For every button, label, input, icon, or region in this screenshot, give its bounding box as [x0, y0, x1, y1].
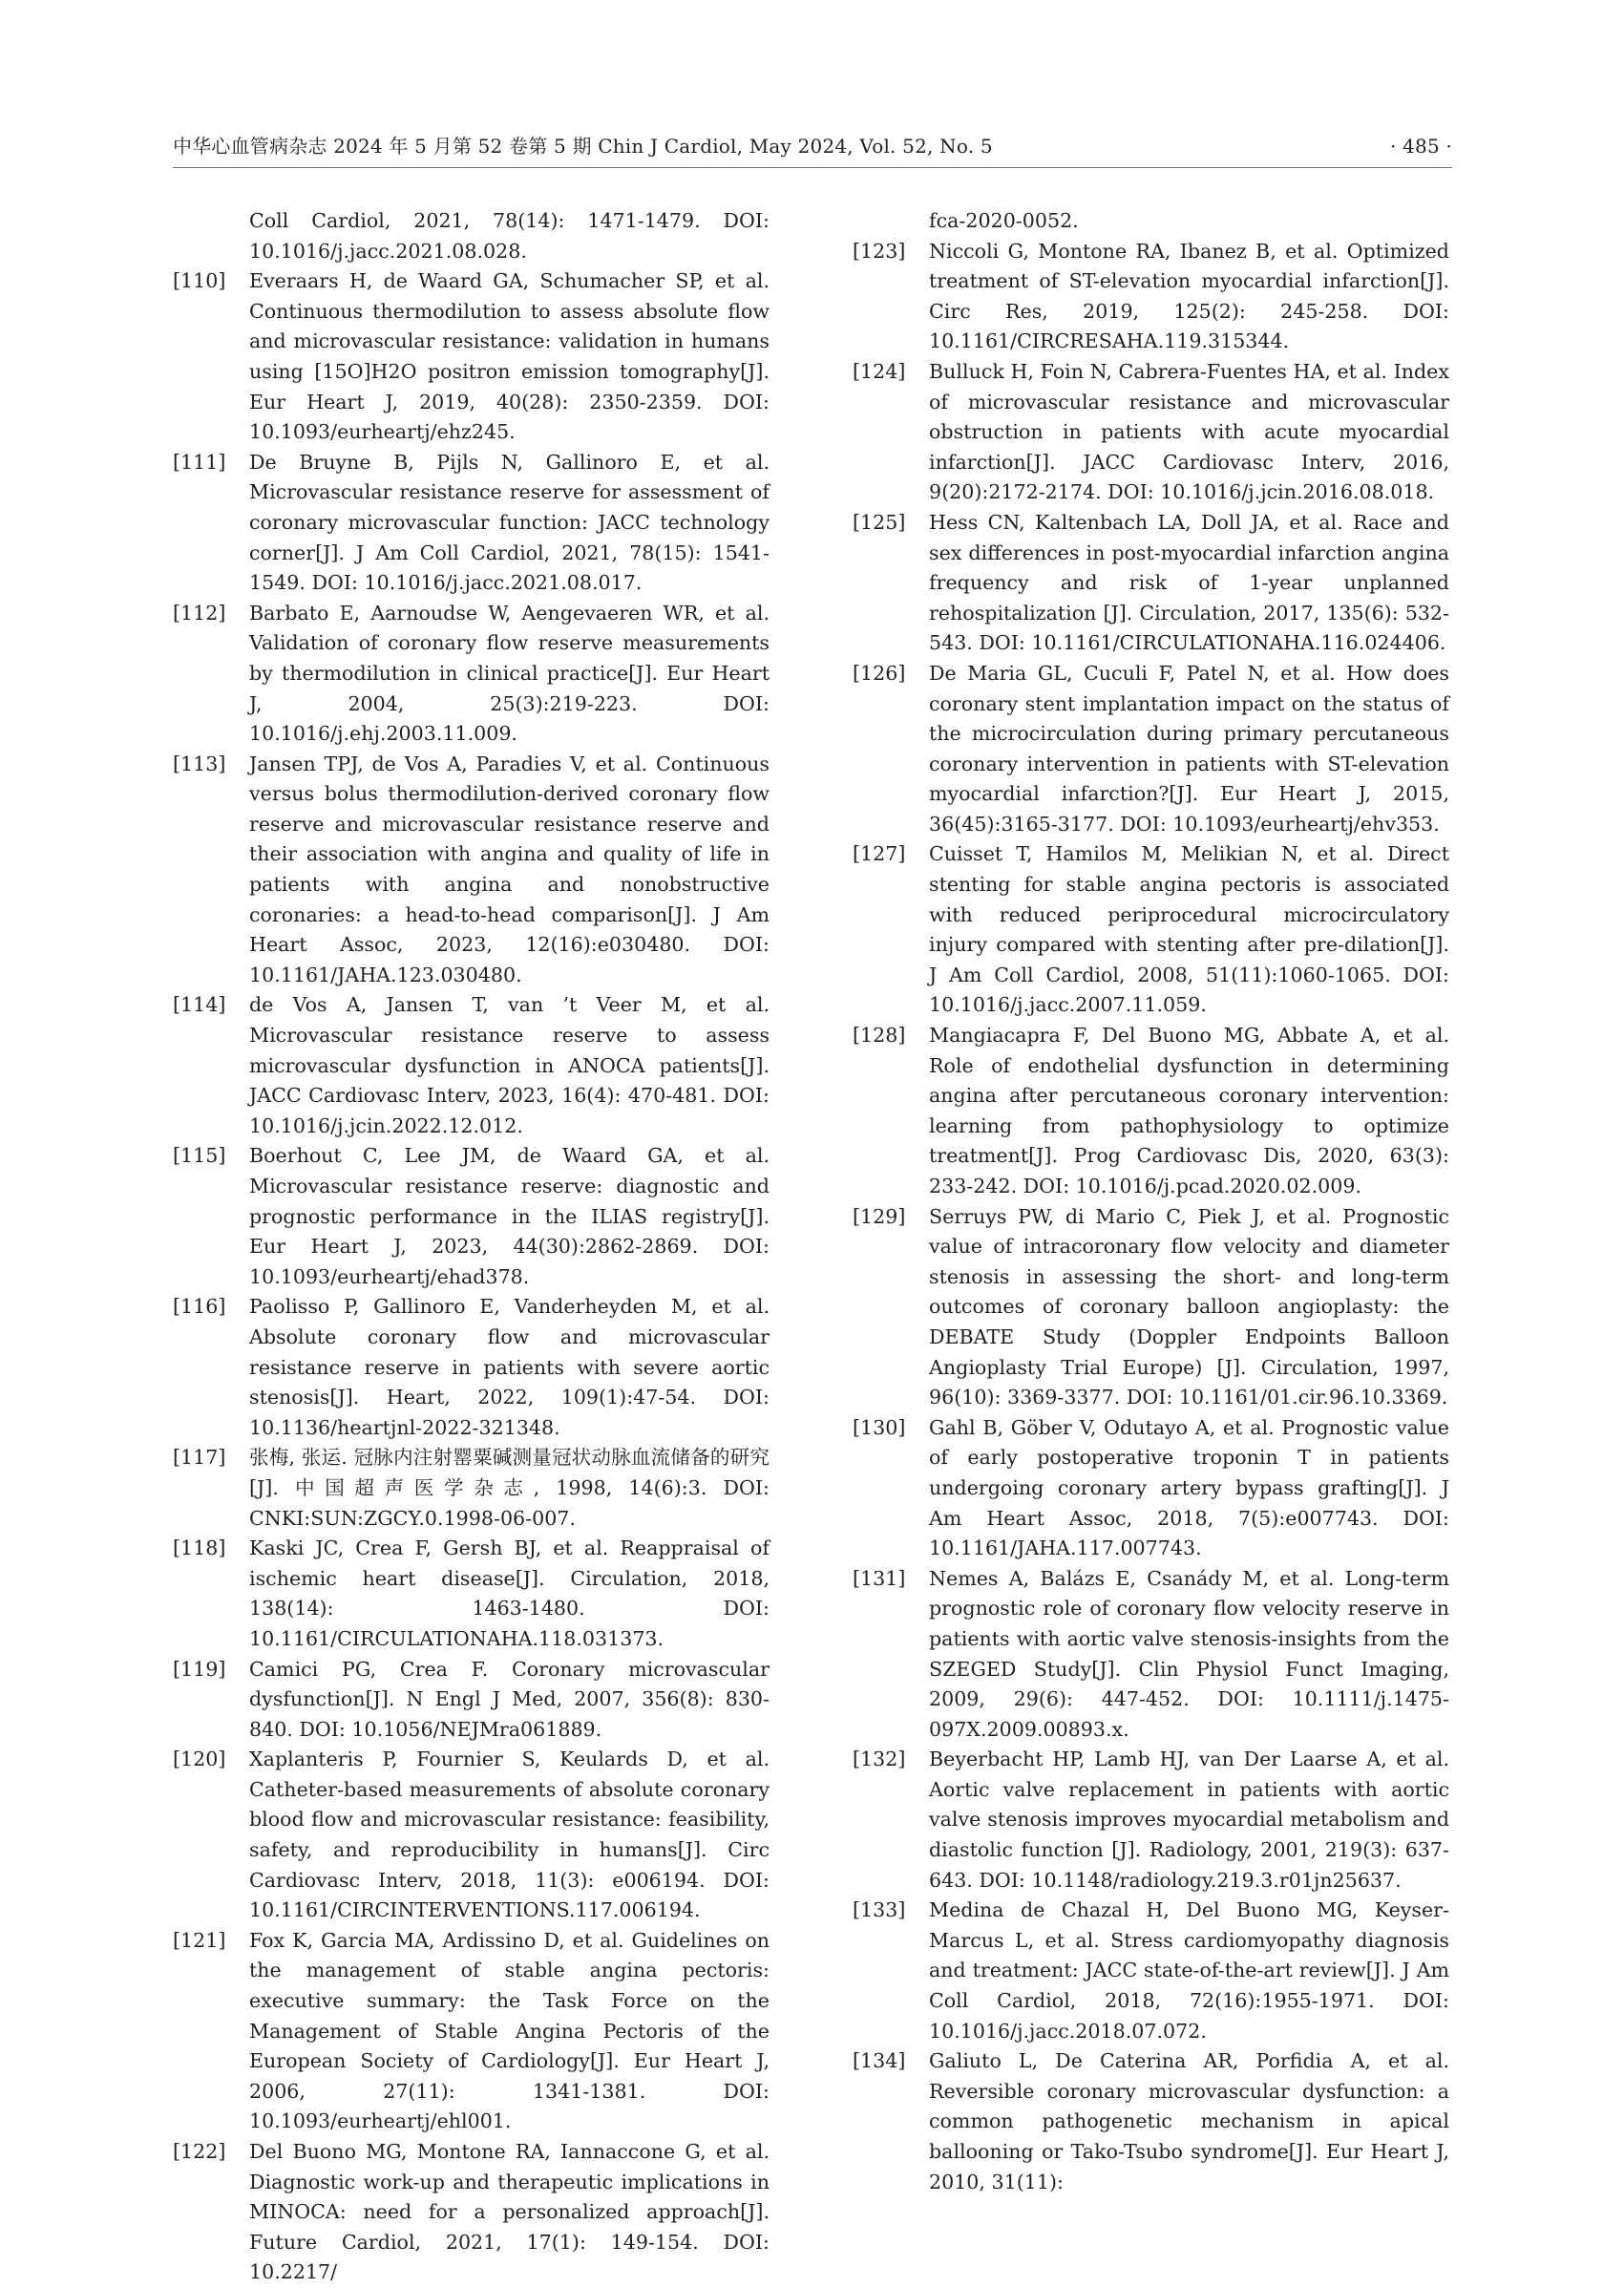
reference-number: [134]	[853, 2049, 906, 2073]
reference-entry	[853, 237, 1449, 357]
reference-number: [114]	[173, 993, 226, 1017]
reference-number: [120]	[173, 1748, 226, 1771]
reference-number: [116]	[173, 1295, 226, 1319]
reference-text: Camici PG, Crea F. Coronary microvascular dysfunction[J]. N Engl J Med, 2007, 356(8): 830-840. DOI: 10.1056/NEJMra061889.	[249, 1657, 770, 1741]
reference-text: Coll Cardiol, 2021, 78(14): 1471-1479. DOI: 10.1016/j.jacc.2021.08.028.	[249, 209, 770, 263]
reference-number: [110]	[173, 269, 226, 293]
journal-citation-header: 中华心血管病杂志 2024 年 5 月第 52 卷第 5 期 Chin J Cardiol, May 2024, Vol. 52, No. 5	[173, 135, 993, 158]
reference-number: [131]	[853, 1566, 906, 1590]
reference-column-left	[173, 206, 770, 2288]
reference-entry	[853, 839, 1449, 1021]
reference-text: Mangiacapra F, Del Buono MG, Abbate A, et al. Role of endothelial dysfunction in determining angina after percutaneous coronary intervention: learning from pathophysiology to optimize treatment[J]. Prog Cardiovasc Dis, 2020, 63(3): 233-242. DOI: 10.1016/j.pcad.2020.02.009.	[929, 1024, 1449, 1197]
reference-number: [127]	[853, 842, 906, 866]
reference-entry	[173, 266, 770, 448]
reference-text: Galiuto L, De Caterina AR, Porfidia A, et al. Reversible coronary microvascular dysfunction: a common pathogenetic mechanism in apical ballooning or Tako-Tsubo syndrome[J]. Eur Heart J, 2010, 31(11):	[929, 2049, 1449, 2193]
reference-number: [119]	[173, 1657, 226, 1681]
reference-text: Bulluck H, Foin N, Cabrera-Fuentes HA, et al. Index of microvascular resistance and microvascular obstruction in patients with acute myocardial infarction[J]. JACC Cardiovasc Interv, 2016, 9(20):2172-2174. DOI: 10.1016/j.jcin.2016.08.018.	[929, 359, 1449, 504]
reference-entry	[173, 1534, 770, 1654]
reference-number: [126]	[853, 661, 906, 685]
reference-number: [121]	[173, 1928, 226, 1952]
reference-entry	[853, 659, 1449, 840]
reference-text: fca-2020-0052.	[929, 209, 1079, 232]
reference-entry	[173, 750, 770, 991]
reference-number: [111]	[173, 450, 226, 474]
reference-text: Del Buono MG, Montone RA, Iannaccone G, et al. Diagnostic work-up and therapeutic implications in MINOCA: need for a personalized approach[J]. Future Cardiol, 2021, 17(1): 149-154. DOI: 10.2217/	[249, 2140, 770, 2284]
running-header	[173, 132, 1452, 164]
reference-text: Kaski JC, Crea F, Gersh BJ, et al. Reappraisal of ischemic heart disease[J]. Circulation, 2018, 138(14): 1463-1480. DOI: 10.1161/CIRCULATIONAHA.118.031373.	[249, 1536, 770, 1650]
reference-entry	[853, 2046, 1449, 2197]
reference-number: [118]	[173, 1536, 226, 1560]
reference-number: [122]	[173, 2140, 226, 2163]
reference-entry	[173, 990, 770, 1141]
reference-entry	[853, 1413, 1449, 1564]
reference-text: Beyerbacht HP, Lamb HJ, van Der Laarse A, et al. Aortic valve replacement in patients with aortic valve stenosis improves myocardial metabolism and diastolic function [J]. Radiology, 2001, 219(3): 637-643. DOI: 10.1148/radiology.219.3.r01jn25637.	[929, 1748, 1449, 1892]
reference-text: Gahl B, Göber V, Odutayo A, et al. Prognostic value of early postoperative troponin T in patients undergoing coronary artery bypass grafting[J]. J Am Heart Assoc, 2018, 7(5):e007743. DOI: 10.1161/JAHA.117.007743.	[929, 1415, 1449, 1560]
reference-entry	[173, 1926, 770, 2137]
reference-text: Nemes A, Balázs E, Csanády M, et al. Long-term prognostic role of coronary flow velocity reserve in patients with aortic valve stenosis-insights from the SZEGED Study[J]. Clin Physiol Funct Imaging, 2009, 29(6): 447-452. DOI: 10.1111/j.1475-097X.2009.00893.x.	[929, 1566, 1449, 1741]
page-number: · 485 ·	[1389, 135, 1452, 158]
reference-number: [112]	[173, 601, 226, 625]
reference-entry	[853, 1745, 1449, 1896]
reference-entry	[173, 1141, 770, 1292]
reference-entry	[853, 1896, 1449, 2046]
reference-number: [130]	[853, 1415, 906, 1439]
reference-number: [133]	[853, 1898, 906, 1922]
reference-text: Barbato E, Aarnoudse W, Aengevaeren WR, et al. Validation of coronary flow reserve measurements by thermodilution in clinical practice[J]. Eur Heart J, 2004, 25(3):219-223. DOI: 10.1016/j.ehj.2003.11.009.	[249, 601, 770, 746]
header-divider	[173, 167, 1452, 168]
reference-number: [132]	[853, 1748, 906, 1771]
reference-text: Everaars H, de Waard GA, Schumacher SP, et al. Continuous thermodilution to assess absolute flow and microvascular resistance: validation in humans using [15O]H2O positron emission tomography[J]. Eur Heart J, 2019, 40(28): 2350-2359. DOI: 10.1093/eurheartj/ehz245.	[249, 269, 770, 444]
reference-text: de Vos A, Jansen T, van ’t Veer M, et al. Microvascular resistance reserve to assess microvascular dysfunction in ANOCA patients[J]. JACC Cardiovasc Interv, 2023, 16(4): 470-481. DOI: 10.1016/j.jcin.2022.12.012.	[249, 993, 770, 1137]
reference-text: De Bruyne B, Pijls N, Gallinoro E, et al. Microvascular resistance reserve for assessment of coronary microvascular function: JACC technology corner[J]. J Am Coll Cardiol, 2021, 78(15): 1541-1549. DOI: 10.1016/j.jacc.2021.08.017.	[249, 450, 770, 595]
reference-entry	[853, 206, 1449, 237]
reference-number: [113]	[173, 752, 226, 775]
reference-number: [117]	[173, 1446, 226, 1470]
reference-text: Medina de Chazal H, Del Buono MG, Keyser-Marcus L, et al. Stress cardiomyopathy diagnosis and treatment: JACC state-of-the-art review[J]. J Am Coll Cardiol, 2018, 72(16):1955-1971. DOI: 10.1016/j.jacc.2018.07.072.	[929, 1898, 1449, 2043]
reference-number: [125]	[853, 510, 906, 534]
reference-number: [123]	[853, 239, 906, 263]
reference-number: [115]	[173, 1144, 226, 1168]
reference-text: Boerhout C, Lee JM, de Waard GA, et al. Microvascular resistance reserve: diagnostic and prognostic performance in the ILIAS registry[J]. Eur Heart J, 2023, 44(30):2862-2869. DOI: 10.1093/eurheartj/ehad378.	[249, 1144, 770, 1288]
reference-entry	[173, 1745, 770, 1926]
reference-entry	[173, 2137, 770, 2288]
reference-text: Cuisset T, Hamilos M, Melikian N, et al. Direct stenting for stable angina pectoris is associated with reduced periprocedural microcirculatory injury compared with stenting after pre-dilation[J]. J Am Coll Cardiol, 2008, 51(11):1060-1065. DOI: 10.1016/j.jacc.2007.11.059.	[929, 842, 1449, 1017]
reference-text: Fox K, Garcia MA, Ardissino D, et al. Guidelines on the management of stable angina pectoris: executive summary: the Task Force on the Management of Stable Angina Pectoris of the European Society of Cardiology[J]. Eur Heart J, 2006, 27(11): 1341-1381. DOI: 10.1093/eurheartj/ehl001.	[249, 1928, 770, 2133]
reference-text: Xaplanteris P, Fournier S, Keulards D, et al. Catheter-based measurements of absolute coronary blood flow and microvascular resistance: feasibility, safety, and reproducibility in humans[J]. Circ Cardiovasc Interv, 2018, 11(3): e006194. DOI: 10.1161/CIRCINTERVENTIONS.117.006194.	[249, 1748, 770, 1922]
reference-entry	[853, 1202, 1449, 1413]
reference-text: Niccoli G, Montone RA, Ibanez B, et al. Optimized treatment of ST-elevation myocardial infarction[J]. Circ Res, 2019, 125(2): 245-258. DOI: 10.1161/CIRCRESAHA.119.315344.	[929, 239, 1449, 353]
reference-number: [128]	[853, 1024, 906, 1048]
reference-entry	[173, 1655, 770, 1746]
reference-entry	[173, 1292, 770, 1443]
reference-entry	[853, 357, 1449, 508]
reference-number: [129]	[853, 1204, 906, 1228]
reference-text: Paolisso P, Gallinoro E, Vanderheyden M, et al. Absolute coronary flow and microvascular resistance reserve in patients with severe aortic stenosis[J]. Heart, 2022, 109(1):47-54. DOI: 10.1136/heartjnl-2022-321348.	[249, 1295, 770, 1439]
reference-text: Serruys PW, di Mario C, Piek J, et al. Prognostic value of intracoronary flow velocity and diameter stenosis in assessing the short- and long-term outcomes of coronary balloon angioplasty: the DEBATE Study (Doppler Endpoints Balloon Angioplasty Trial Europe) [J]. Circulation, 1997, 96(10): 3369-3377. DOI: 10.1161/01.cir.96.10.3369.	[929, 1204, 1449, 1409]
reference-text: 张梅, 张运. 冠脉内注射罂粟碱测量冠状动脉血流储备的研究[J]. 中国超声医学杂志, 1998, 14(6):3. DOI: CNKI:SUN:ZGCY.0.1998-06-007.	[249, 1446, 770, 1530]
reference-entry	[853, 508, 1449, 659]
reference-column-right	[853, 206, 1449, 2197]
reference-entry	[853, 1564, 1449, 1746]
reference-entry	[173, 599, 770, 750]
reference-text: Hess CN, Kaltenbach LA, Doll JA, et al. Race and sex differences in post-myocardial infarction angina frequency and risk of 1-year unplanned rehospitalization [J]. Circulation, 2017, 135(6): 532-543. DOI: 10.1161/CIRCULATIONAHA.116.024406.	[929, 510, 1449, 655]
reference-entry	[173, 1443, 770, 1534]
reference-text: Jansen TPJ, de Vos A, Paradies V, et al. Continuous versus bolus thermodilution-derived coronary flow reserve and microvascular resistance reserve and their association with angina and quality of life in patients with angina and nonobstructive coronaries: a head-to-head comparison[J]. J Am Heart Assoc, 2023, 12(16):e030480. DOI: 10.1161/JAHA.123.030480.	[249, 752, 770, 986]
reference-entry	[853, 1021, 1449, 1202]
reference-number: [124]	[853, 359, 906, 383]
reference-entry	[173, 448, 770, 599]
reference-entry	[173, 206, 770, 266]
reference-text: De Maria GL, Cuculi F, Patel N, et al. How does coronary stent implantation impact on the status of the microcirculation during primary percutaneous coronary intervention in patients with ST-elevation myocardial infarction?[J]. Eur Heart J, 2015, 36(45):3165-3177. DOI: 10.1093/eurheartj/ehv353.	[929, 661, 1449, 836]
